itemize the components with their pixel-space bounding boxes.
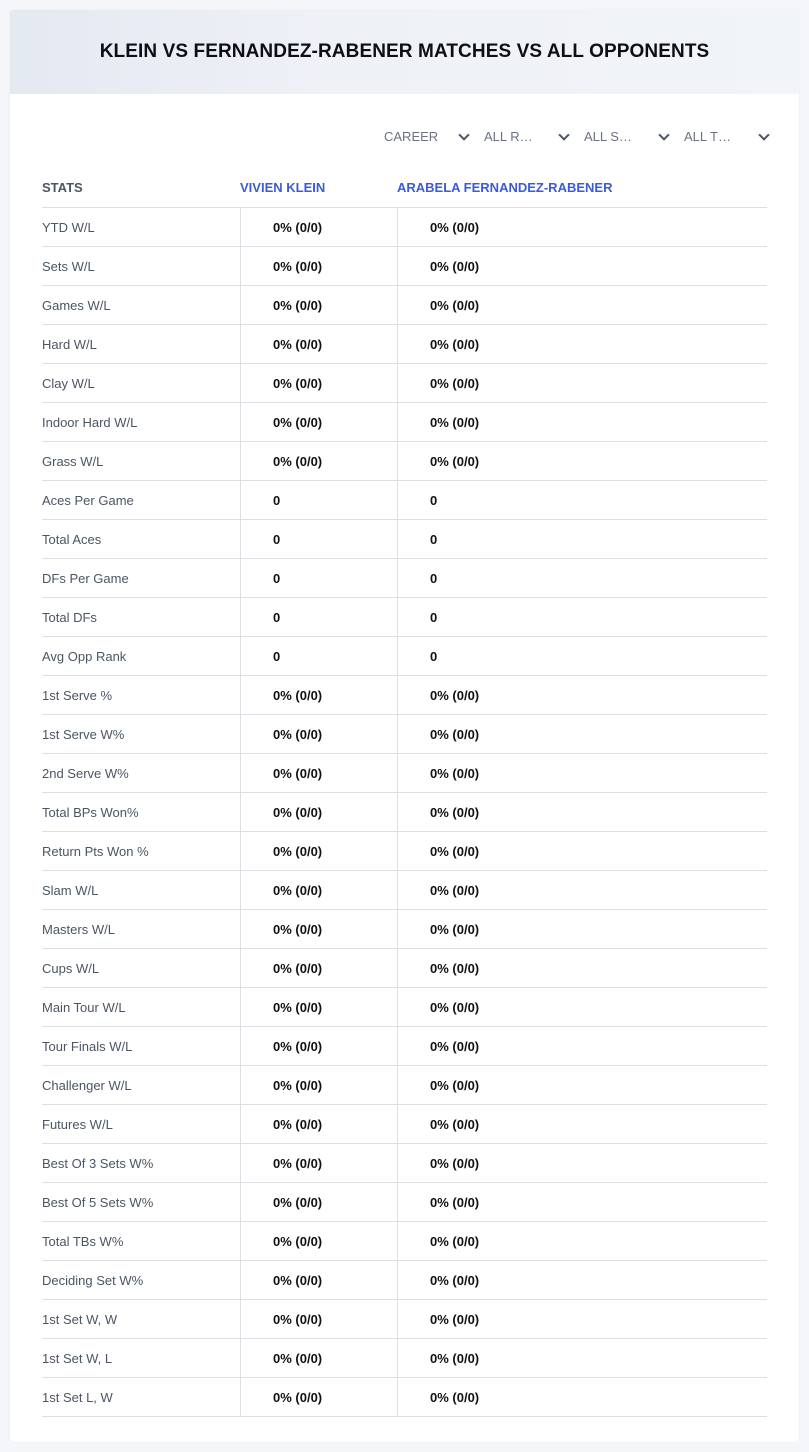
player1-stat-value: 0% (0/0) xyxy=(240,676,397,714)
stat-label: Slam W/L xyxy=(42,882,99,898)
player1-stat-value: 0% (0/0) xyxy=(240,286,397,324)
filter-tournament-select[interactable] xyxy=(678,126,778,146)
stats-table xyxy=(42,168,767,1417)
filter-label: ALL T… xyxy=(684,128,731,144)
player1-stat-value: 0% (0/0) xyxy=(240,754,397,792)
player1-stat-value: 0% (0/0) xyxy=(240,1027,397,1065)
table-row xyxy=(42,1027,767,1066)
player2-stat-value: 0% (0/0) xyxy=(397,754,767,792)
stats-card xyxy=(10,10,799,1442)
filter-label: CAREER xyxy=(384,128,439,144)
page-title: KLEIN VS FERNANDEZ-RABENER MATCHES VS ALL OPPONENTS xyxy=(99,41,710,62)
stat-label: YTD W/L xyxy=(42,219,95,235)
player2-name-link[interactable]: ARABELA FERNANDEZ-RABENER xyxy=(397,180,613,195)
table-row xyxy=(42,949,767,988)
table-row xyxy=(42,1144,767,1183)
stat-label: Total DFs xyxy=(42,609,97,625)
stat-label: Avg Opp Rank xyxy=(42,648,127,664)
player2-stat-value: 0% (0/0) xyxy=(397,1105,767,1143)
table-row xyxy=(42,754,767,793)
table-row xyxy=(42,715,767,754)
table-row xyxy=(42,910,767,949)
player2-stat-value: 0% (0/0) xyxy=(397,715,767,753)
stat-label: Clay W/L xyxy=(42,375,95,391)
player1-stat-value: 0% (0/0) xyxy=(240,715,397,753)
player1-stat-value: 0% (0/0) xyxy=(240,442,397,480)
table-row xyxy=(42,988,767,1027)
table-row xyxy=(42,364,767,403)
player1-name-link[interactable]: VIVIEN KLEIN xyxy=(240,180,326,195)
player1-stat-value: 0 xyxy=(240,481,397,519)
player1-stat-value: 0% (0/0) xyxy=(240,793,397,831)
filter-label: ALL S… xyxy=(584,128,632,144)
player2-stat-value: 0% (0/0) xyxy=(397,988,767,1026)
stat-label: Masters W/L xyxy=(42,921,115,937)
stat-label: DFs Per Game xyxy=(42,570,129,586)
player1-stat-value: 0% (0/0) xyxy=(240,247,397,285)
table-row xyxy=(42,1378,767,1417)
player1-stat-value: 0% (0/0) xyxy=(240,1222,397,1260)
player2-stat-value: 0 xyxy=(397,637,767,675)
player2-stat-value: 0% (0/0) xyxy=(397,871,767,909)
player2-stat-value: 0 xyxy=(397,559,767,597)
table-row xyxy=(42,1222,767,1261)
table-row xyxy=(42,247,767,286)
player2-stat-value: 0% (0/0) xyxy=(397,403,767,441)
stat-label: 1st Set W, L xyxy=(42,1350,113,1366)
player1-stat-value: 0 xyxy=(240,520,397,558)
stat-label: Aces Per Game xyxy=(42,492,134,508)
stat-label: Main Tour W/L xyxy=(42,999,126,1015)
table-body xyxy=(42,208,767,1417)
player2-stat-value: 0% (0/0) xyxy=(397,1027,767,1065)
player2-stat-value: 0% (0/0) xyxy=(397,208,767,246)
table-row xyxy=(42,1105,767,1144)
stat-label: Games W/L xyxy=(42,297,111,313)
table-row xyxy=(42,1183,767,1222)
stat-label: 2nd Serve W% xyxy=(42,765,129,781)
table-row xyxy=(42,676,767,715)
player1-stat-value: 0% (0/0) xyxy=(240,1261,397,1299)
stat-label: 1st Serve % xyxy=(42,687,113,703)
table-row xyxy=(42,559,767,598)
player2-stat-value: 0% (0/0) xyxy=(397,1300,767,1338)
stat-label: Cups W/L xyxy=(42,960,100,976)
stat-label: Return Pts Won % xyxy=(42,843,149,859)
player2-stat-value: 0% (0/0) xyxy=(397,247,767,285)
stat-label: Total Aces xyxy=(42,531,102,547)
player2-stat-value: 0 xyxy=(397,520,767,558)
table-row xyxy=(42,1300,767,1339)
filter-period-select[interactable] xyxy=(378,126,478,146)
player2-stat-value: 0% (0/0) xyxy=(397,793,767,831)
player1-stat-value: 0% (0/0) xyxy=(240,988,397,1026)
player2-stat-value: 0% (0/0) xyxy=(397,286,767,324)
table-row xyxy=(42,403,767,442)
stat-label: Sets W/L xyxy=(42,258,95,274)
table-row xyxy=(42,208,767,247)
player1-stat-value: 0% (0/0) xyxy=(240,325,397,363)
player1-stat-value: 0% (0/0) xyxy=(240,208,397,246)
player1-stat-value: 0% (0/0) xyxy=(240,1339,397,1377)
table-row xyxy=(42,1339,767,1378)
player2-stat-value: 0% (0/0) xyxy=(397,1261,767,1299)
table-row xyxy=(42,286,767,325)
player1-stat-value: 0% (0/0) xyxy=(240,1183,397,1221)
player2-stat-value: 0% (0/0) xyxy=(397,832,767,870)
player1-stat-value: 0% (0/0) xyxy=(240,364,397,402)
player2-stat-value: 0 xyxy=(397,481,767,519)
stat-label: 1st Serve W% xyxy=(42,726,125,742)
stat-label: Total BPs Won% xyxy=(42,804,139,820)
column-header-stats: STATS xyxy=(42,180,83,195)
stat-label: 1st Set L, W xyxy=(42,1389,113,1405)
table-row xyxy=(42,481,767,520)
player1-stat-value: 0% (0/0) xyxy=(240,1105,397,1143)
chevron-down-icon xyxy=(758,130,770,142)
stat-label: Deciding Set W% xyxy=(42,1272,144,1288)
player1-stat-value: 0 xyxy=(240,637,397,675)
stat-label: Best Of 3 Sets W% xyxy=(42,1155,154,1171)
player2-stat-value: 0% (0/0) xyxy=(397,1378,767,1416)
player2-stat-value: 0% (0/0) xyxy=(397,442,767,480)
player2-stat-value: 0% (0/0) xyxy=(397,364,767,402)
table-row xyxy=(42,871,767,910)
player2-stat-value: 0% (0/0) xyxy=(397,910,767,948)
table-row xyxy=(42,832,767,871)
filter-round-select[interactable] xyxy=(478,126,578,146)
stat-label: Total TBs W% xyxy=(42,1233,124,1249)
table-row xyxy=(42,520,767,559)
chevron-down-icon xyxy=(658,130,670,142)
stat-label: Best Of 5 Sets W% xyxy=(42,1194,154,1210)
player2-stat-value: 0% (0/0) xyxy=(397,1144,767,1182)
player1-stat-value: 0% (0/0) xyxy=(240,1378,397,1416)
player2-stat-value: 0% (0/0) xyxy=(397,1066,767,1104)
table-row xyxy=(42,1066,767,1105)
table-row xyxy=(42,325,767,364)
filter-surface-select[interactable] xyxy=(578,126,678,146)
player2-stat-value: 0% (0/0) xyxy=(397,325,767,363)
player1-stat-value: 0 xyxy=(240,598,397,636)
table-row xyxy=(42,442,767,481)
player2-stat-value: 0% (0/0) xyxy=(397,1183,767,1221)
table-row xyxy=(42,1261,767,1300)
player1-stat-value: 0 xyxy=(240,559,397,597)
player1-stat-value: 0% (0/0) xyxy=(240,1066,397,1104)
filter-label: ALL R… xyxy=(484,128,533,144)
player1-stat-value: 0% (0/0) xyxy=(240,832,397,870)
player1-stat-value: 0% (0/0) xyxy=(240,1144,397,1182)
filter-bar xyxy=(378,126,778,146)
player2-stat-value: 0% (0/0) xyxy=(397,676,767,714)
player1-stat-value: 0% (0/0) xyxy=(240,910,397,948)
stat-label: Hard W/L xyxy=(42,336,97,352)
stat-label: Futures W/L xyxy=(42,1116,113,1132)
table-row xyxy=(42,793,767,832)
player2-stat-value: 0% (0/0) xyxy=(397,949,767,987)
table-header xyxy=(42,168,767,208)
chevron-down-icon xyxy=(558,130,570,142)
stat-label: 1st Set W, W xyxy=(42,1311,118,1327)
player1-stat-value: 0% (0/0) xyxy=(240,403,397,441)
table-row xyxy=(42,598,767,637)
stat-label: Tour Finals W/L xyxy=(42,1038,133,1054)
card-header xyxy=(10,10,799,94)
table-row xyxy=(42,637,767,676)
player1-stat-value: 0% (0/0) xyxy=(240,1300,397,1338)
player2-stat-value: 0% (0/0) xyxy=(397,1222,767,1260)
player1-stat-value: 0% (0/0) xyxy=(240,871,397,909)
stat-label: Challenger W/L xyxy=(42,1077,132,1093)
player2-stat-value: 0% (0/0) xyxy=(397,1339,767,1377)
stat-label: Indoor Hard W/L xyxy=(42,414,138,430)
player2-stat-value: 0 xyxy=(397,598,767,636)
stat-label: Grass W/L xyxy=(42,453,104,469)
player1-stat-value: 0% (0/0) xyxy=(240,949,397,987)
chevron-down-icon xyxy=(458,130,470,142)
